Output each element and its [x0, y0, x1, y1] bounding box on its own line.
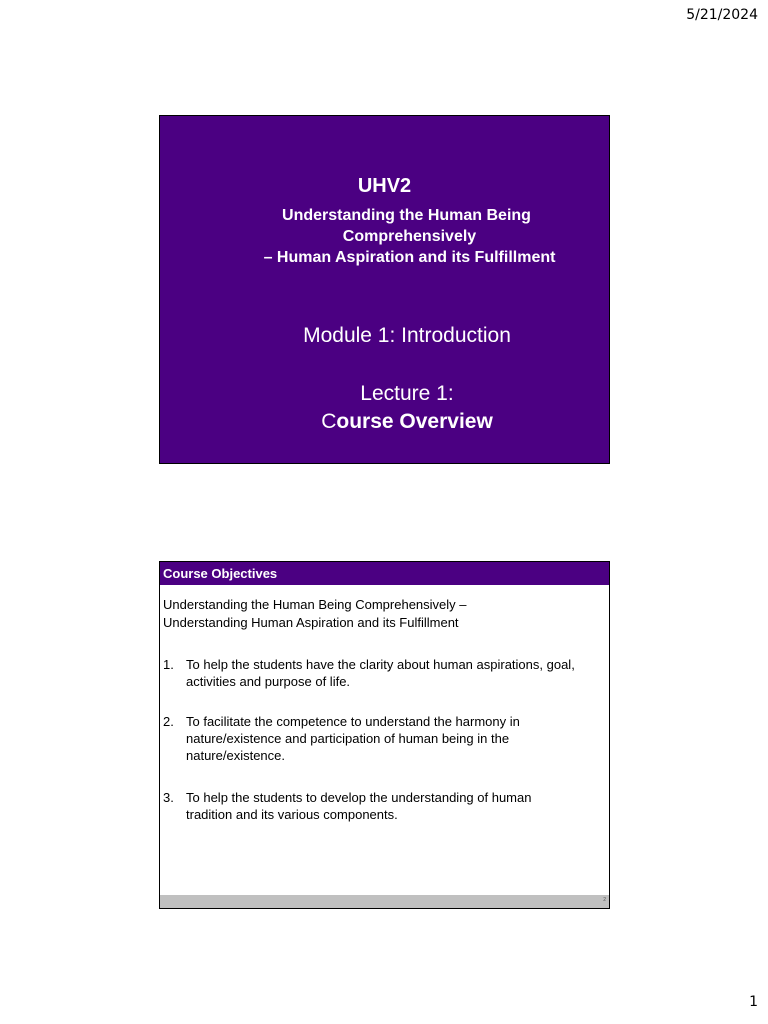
- lecture-title-initial: C: [321, 410, 337, 433]
- title-slide: [159, 115, 610, 464]
- objective-line: To facilitate the competence to understand the harmony in: [186, 714, 520, 729]
- slide-footer-bar: [160, 895, 609, 908]
- objective-line: activities and purpose of life.: [186, 674, 351, 689]
- intro-line: Understanding Human Aspiration and its Fulfillment: [163, 615, 459, 630]
- objective-number: 1.: [163, 657, 174, 672]
- objective-text: [186, 789, 604, 823]
- lecture-title: [160, 408, 654, 436]
- subtitle-line: Comprehensively: [342, 228, 477, 245]
- page-number: 1: [749, 994, 758, 1010]
- objectives-slide: [159, 561, 610, 909]
- slide-number: 2: [603, 897, 606, 903]
- subtitle-line: – Human Aspiration and its Fulfillment: [263, 249, 556, 266]
- intro-line: Understanding the Human Being Comprehensively –: [163, 597, 467, 612]
- objective-line: nature/existence.: [186, 748, 286, 763]
- objective-line: To help the students have the clarity about human aspirations, goal,: [186, 657, 575, 672]
- print-date: 5/21/2024: [686, 7, 758, 23]
- module-heading: Module 1: Introduction: [303, 324, 511, 347]
- objectives-intro: [163, 596, 467, 632]
- course-code-title: UHV2: [357, 175, 412, 197]
- lecture-title-rest: ourse Overview: [336, 410, 493, 433]
- objective-line: To help the students to develop the understanding of human: [186, 790, 532, 805]
- objective-line: tradition and its various components.: [186, 807, 398, 822]
- subtitle-line: Understanding the Human Being: [282, 207, 531, 224]
- objective-text: [186, 713, 604, 764]
- lecture-label: Lecture 1:: [360, 382, 454, 405]
- course-subtitle: [160, 205, 659, 268]
- objective-number: 2.: [163, 714, 174, 729]
- slide-header: Course Objectives: [160, 562, 609, 585]
- objective-number: 3.: [163, 790, 174, 805]
- objective-line: nature/existence and participation of human being in the: [186, 731, 510, 746]
- lecture-heading: [160, 380, 654, 436]
- objective-text: [186, 656, 604, 690]
